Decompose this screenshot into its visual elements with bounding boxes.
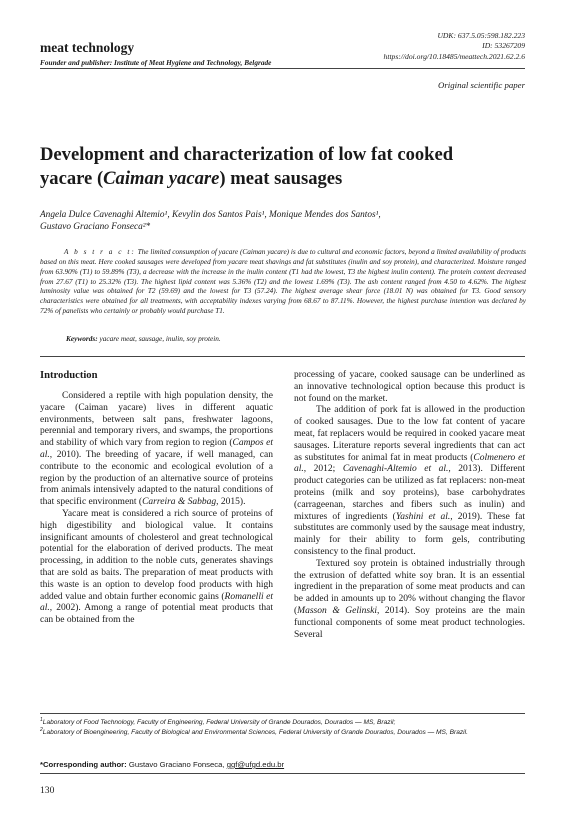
paragraph: processing of yacare, cooked sausage can be underlined as an innovative technological option because this product is not found on the market. <box>294 370 525 404</box>
publisher-line: Founder and publisher: Institute of Meat Hygiene and Technology, Belgrade <box>40 58 272 67</box>
abstract <box>40 248 526 317</box>
section-heading-introduction: Introduction <box>40 370 98 381</box>
footnote-text: Laboratory of Food Technology, Faculty of Engineering, Federal University of Grande Dourados, Dourados — MS, Brazil; <box>42 719 396 727</box>
footnote-text: Laboratory of Bioengineering, Faculty of Biological and Environmental Sciences, Federal University of Grande Dourados, Dourados — MS, Brazil. <box>42 729 468 737</box>
footnote-mark: 1 <box>40 717 43 723</box>
corresponding-author <box>40 760 284 769</box>
abstract-label: A b s t r a c t: <box>64 248 136 256</box>
footnote-divider <box>40 713 525 714</box>
keywords-list: yacare meat, sausage, inulin, soy protein. <box>99 334 221 343</box>
citation-link[interactable]: Colmenero et al. <box>294 452 525 475</box>
text-run: , 2002). Among a range of potential meat products that can be obtained from the <box>40 603 273 626</box>
title-part3: ) meat sausages <box>219 167 343 189</box>
body-column-right <box>294 370 525 641</box>
footnote-mark: 2 <box>40 727 43 733</box>
citation-link[interactable]: Carreira & Sabbag <box>142 497 217 508</box>
text-run: , 2010). The breeding of yacare, if well managed, can contribute to the economic and ecological evolution of a region by the production of an alternative source of proteins from animals intensively adapted to the natural conditions of that specific environment ( <box>40 449 273 508</box>
paper-type: Original scientific paper <box>438 80 525 90</box>
text-run: The addition of pork fat is allowed in the production of cooked sausages. Due to the low fat content of yacare meat, fat replacers would be required in cooked yacare meat sausages. Literature reports several ingredients that can act as substitutes for animal fat in meat products ( <box>294 405 525 463</box>
citation-link[interactable]: Yashini et al. <box>395 511 451 522</box>
text-run: Yacare meat is considered a rich source of proteins of high digestibility and biological value. It contains insignificant amounts of cholesterol and great technological potential for the elaboration of derived products. The meat processing, in addition to the noble cuts, generates shavings that are sold as baits. The preparation of meat products with this waste is an option to develop food products with high added value and obtain further economic gains ( <box>40 508 273 602</box>
citation-link[interactable]: Campos et al. <box>40 438 273 460</box>
keywords-label: Keywords: <box>66 334 98 343</box>
author-email-link[interactable]: ggf@ufgd.edu.br <box>226 760 285 769</box>
article-id: ID: 53267209 <box>482 41 525 51</box>
citation-link[interactable]: Cavenaghi-Altemio et al. <box>342 464 449 475</box>
text-run: , 2012; <box>303 464 343 475</box>
keywords <box>66 334 221 343</box>
page-number: 130 <box>40 785 55 796</box>
text-run: , 2015). <box>216 497 246 508</box>
text-run: , 2019). These fat substitutes are commonly used by the sausage meat industry, mainly for their ability to form gels, contributing consistency to the final product. <box>294 511 525 557</box>
authors-line2: Gustavo Graciano Fonseca²* <box>40 222 151 233</box>
body-column-left <box>40 391 273 627</box>
header-divider <box>40 68 525 69</box>
text-run: , 2014). Soy proteins are the main functional components of some meat product technologies. Several <box>294 605 525 640</box>
udk-code: UDK: 637.5.05:598.182.223 <box>437 31 525 40</box>
page-bottom-divider <box>40 773 525 774</box>
text-run: , 2013). Different product categories can be utilized as fat replacers: non-meat proteins (milk and soy proteins), base carbohydrates (carrageenan, starches and fibers such as inulin) and mixtures of ingredients ( <box>294 464 525 522</box>
abstract-divider <box>40 356 525 357</box>
citation-link[interactable]: Masson & Gelinski <box>297 605 377 616</box>
paragraph <box>40 509 273 627</box>
text-run: Textured soy protein is obtained industrially through the extrusion of defatted white soy bran. It is an essential ingredient in the preparation of some meat products and can be added in amounts up to 20% without changing the flavor ( <box>294 558 525 616</box>
authors-line1: Angela Dulce Cavenaghi Altemio¹, Kevylin dos Santos Pais¹, Monique Mendes dos Santos¹, <box>40 210 381 220</box>
abstract-text: The limited consumption of yacare (Caiman yacare) is due to cultural and economic factors, beyond a limited availability of products based on this meat. Here cooked sausages were developed from yacare meat shavings and fat substitutes (inulin and soy protein), and characterized. Moisture ranged from 63.90% (T1) to 59.89% (T3), a decrease with the increase in the inulin content (T1 had the lowest, T3 the highest inulin content). The protein content decreased from 27.67 (T1) to 25.32% (T3). The highest lipid content was 5.36% (T2) and the lowest 1.69% (T3). The ash content ranged from 4.50 to 4.62%. The highest luminosity value was obtained for T2 (59.69) and the lowest for T3 (57.24). The highest average shear force (18.01 N) was obtained for T3. Good sensory characteristics were obtained for all treatments, with acceptability indexes varying from 68.67 to 87.11%. However, the highest purchase intention was declared by 72% of panelists who certainly or probably would purchase T1. <box>40 248 527 316</box>
author-list <box>40 209 530 234</box>
title-part2: yacare ( <box>40 167 104 189</box>
paragraph <box>40 391 273 509</box>
doi-link[interactable]: https://doi.org/10.18485/meattech.2021.62.2.6 <box>383 51 525 61</box>
corresponding-name: Gustavo Graciano Fonseca, <box>128 760 225 769</box>
title-line1: Development and characterization of low fat cooked <box>40 144 454 165</box>
text-run: Considered a reptile with high population density, the yacare (Caiman yacare) lives in different aquatic environments, between salt pans, freshwater lagoons, perennial and temporary rivers, and swamps, the proportions and stability of which vary from region to region ( <box>40 391 273 449</box>
citation-link[interactable]: Romanelli et al. <box>40 591 273 614</box>
footnote-2 <box>40 726 525 738</box>
paper-title <box>40 143 530 190</box>
paragraph <box>294 559 525 642</box>
title-species: Caiman yacare <box>103 167 220 189</box>
journal-name: meat technology <box>40 40 135 55</box>
paragraph <box>294 405 525 558</box>
article-identifiers <box>265 31 525 62</box>
corresponding-label: *Corresponding author: <box>40 760 127 769</box>
